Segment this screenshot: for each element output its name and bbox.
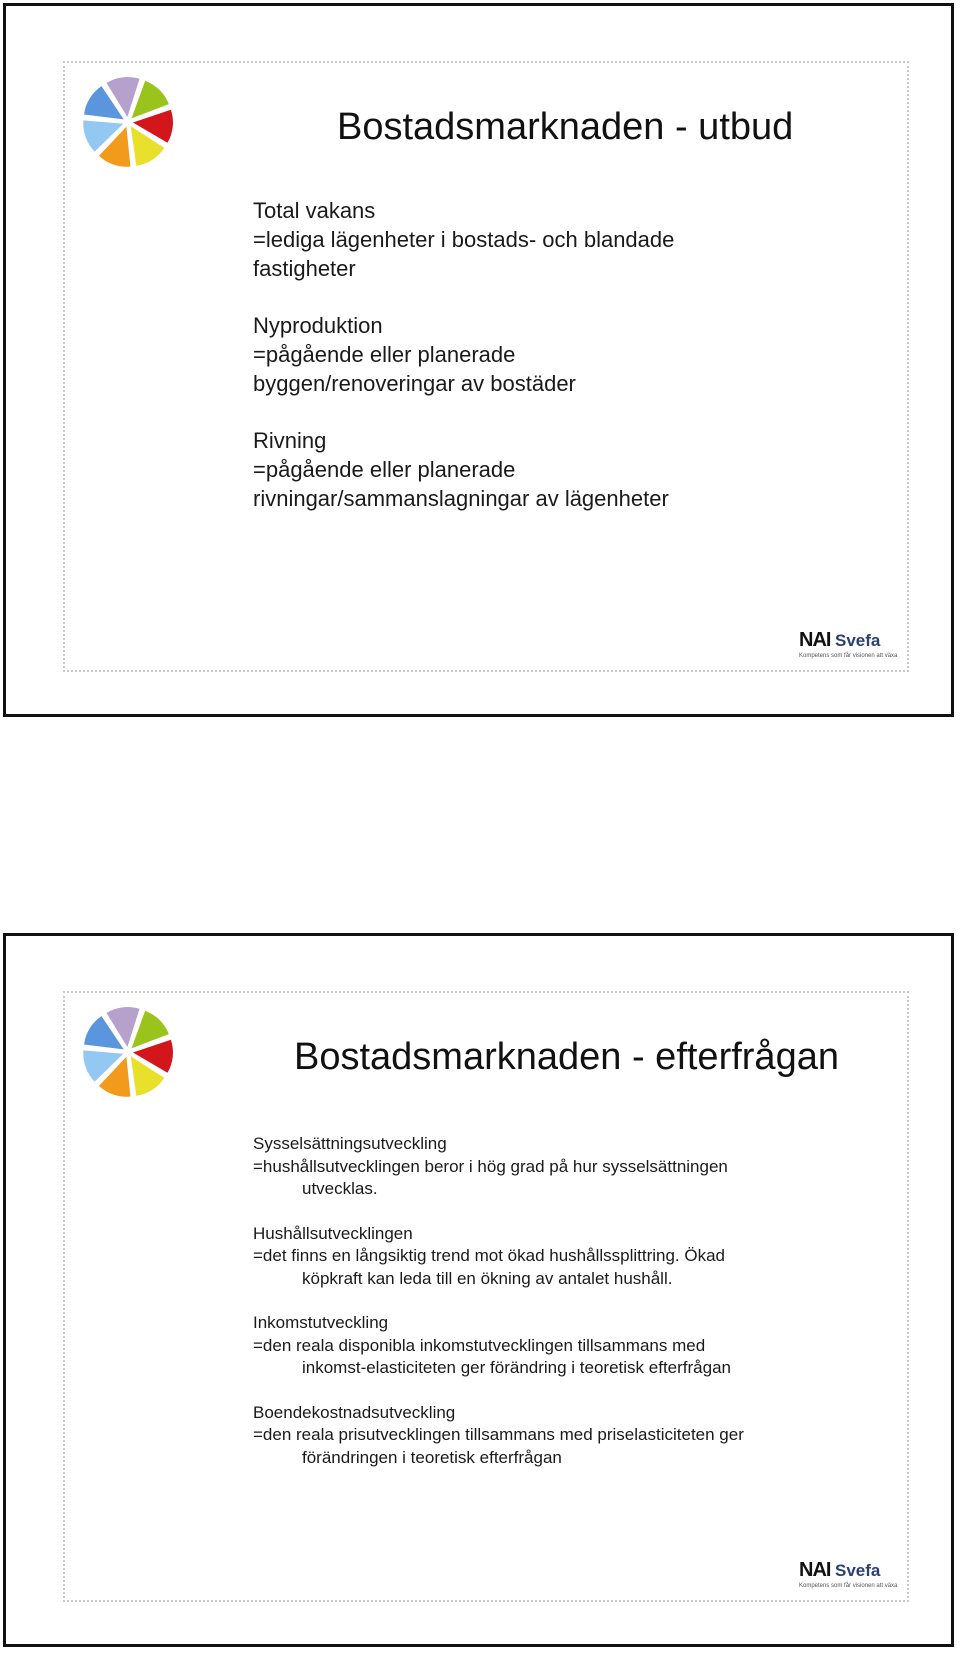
block-line: rivningar/sammanslagningar av lägenheter	[253, 486, 669, 511]
block-heading: Total vakans	[253, 198, 376, 223]
slide-body	[253, 1133, 853, 1491]
nai-svefa-logo	[799, 629, 898, 661]
logo-name: Svefa	[835, 1561, 881, 1580]
block-line: =den reala prisutvecklingen tillsammans med priselasticiteten ger	[253, 1425, 744, 1444]
text-block-boendekostnad	[253, 1402, 853, 1470]
block-line: byggen/renoveringar av bostäder	[253, 371, 576, 396]
block-heading: Boendekostnadsutveckling	[253, 1402, 456, 1422]
block-line: köpkraft kan leda till en ökning av antalet hushåll.	[302, 1268, 673, 1288]
block-line: inkomst-elasticiteten ger förändring i teoretisk efterfrågan	[302, 1358, 731, 1377]
text-block-nyproduktion	[253, 311, 833, 398]
pie-chart-logo-icon	[78, 1002, 178, 1102]
block-line: =pågående eller planerade	[253, 342, 516, 367]
text-block-rivning	[253, 426, 833, 513]
block-heading: Rivning	[253, 428, 327, 453]
block-line: =den reala disponibla inkomstutvecklingen tillsammans med	[253, 1335, 706, 1355]
block-line: fastigheter	[253, 256, 356, 281]
slide-body	[253, 196, 833, 541]
block-line: utvecklas.	[302, 1179, 378, 1198]
logo-tagline: Kompetens som får visionen att växa	[799, 653, 898, 659]
block-line: =lediga lägenheter i bostads- och blandade	[253, 227, 675, 252]
block-heading: Nyproduktion	[253, 313, 383, 338]
pie-chart-logo-icon	[78, 72, 178, 172]
block-heading: Inkomstutveckling	[253, 1313, 389, 1332]
block-line: förändringen i teoretisk efterfrågan	[302, 1447, 562, 1467]
logo-name: Svefa	[835, 631, 881, 650]
text-block-inkomstutveckling	[253, 1312, 853, 1380]
block-heading: Hushållsutvecklingen	[253, 1223, 413, 1243]
slide-utbud	[3, 3, 954, 717]
nai-svefa-logo	[799, 1559, 898, 1591]
block-line: =det finns en långsiktig trend mot ökad hushållssplittring. Ökad	[253, 1246, 726, 1265]
slide-efterfragan	[3, 933, 954, 1647]
text-block-sysselsattning	[253, 1133, 853, 1201]
slide-title: Bostadsmarknaden - efterfrågan	[294, 1036, 839, 1078]
text-block-total-vakans	[253, 196, 833, 283]
block-line: =pågående eller planerade	[253, 457, 516, 482]
slide-title: Bostadsmarknaden - utbud	[337, 106, 794, 148]
block-line: =hushållsutvecklingen beror i hög grad på hur sysselsättningen	[253, 1156, 728, 1176]
logo-brand: NAI	[799, 1559, 831, 1581]
block-heading: Sysselsättningsutveckling	[253, 1134, 447, 1153]
logo-brand: NAI	[799, 629, 831, 651]
text-block-hushallsutveckling	[253, 1223, 853, 1291]
logo-tagline: Kompetens som får visionen att växa	[799, 1583, 898, 1589]
